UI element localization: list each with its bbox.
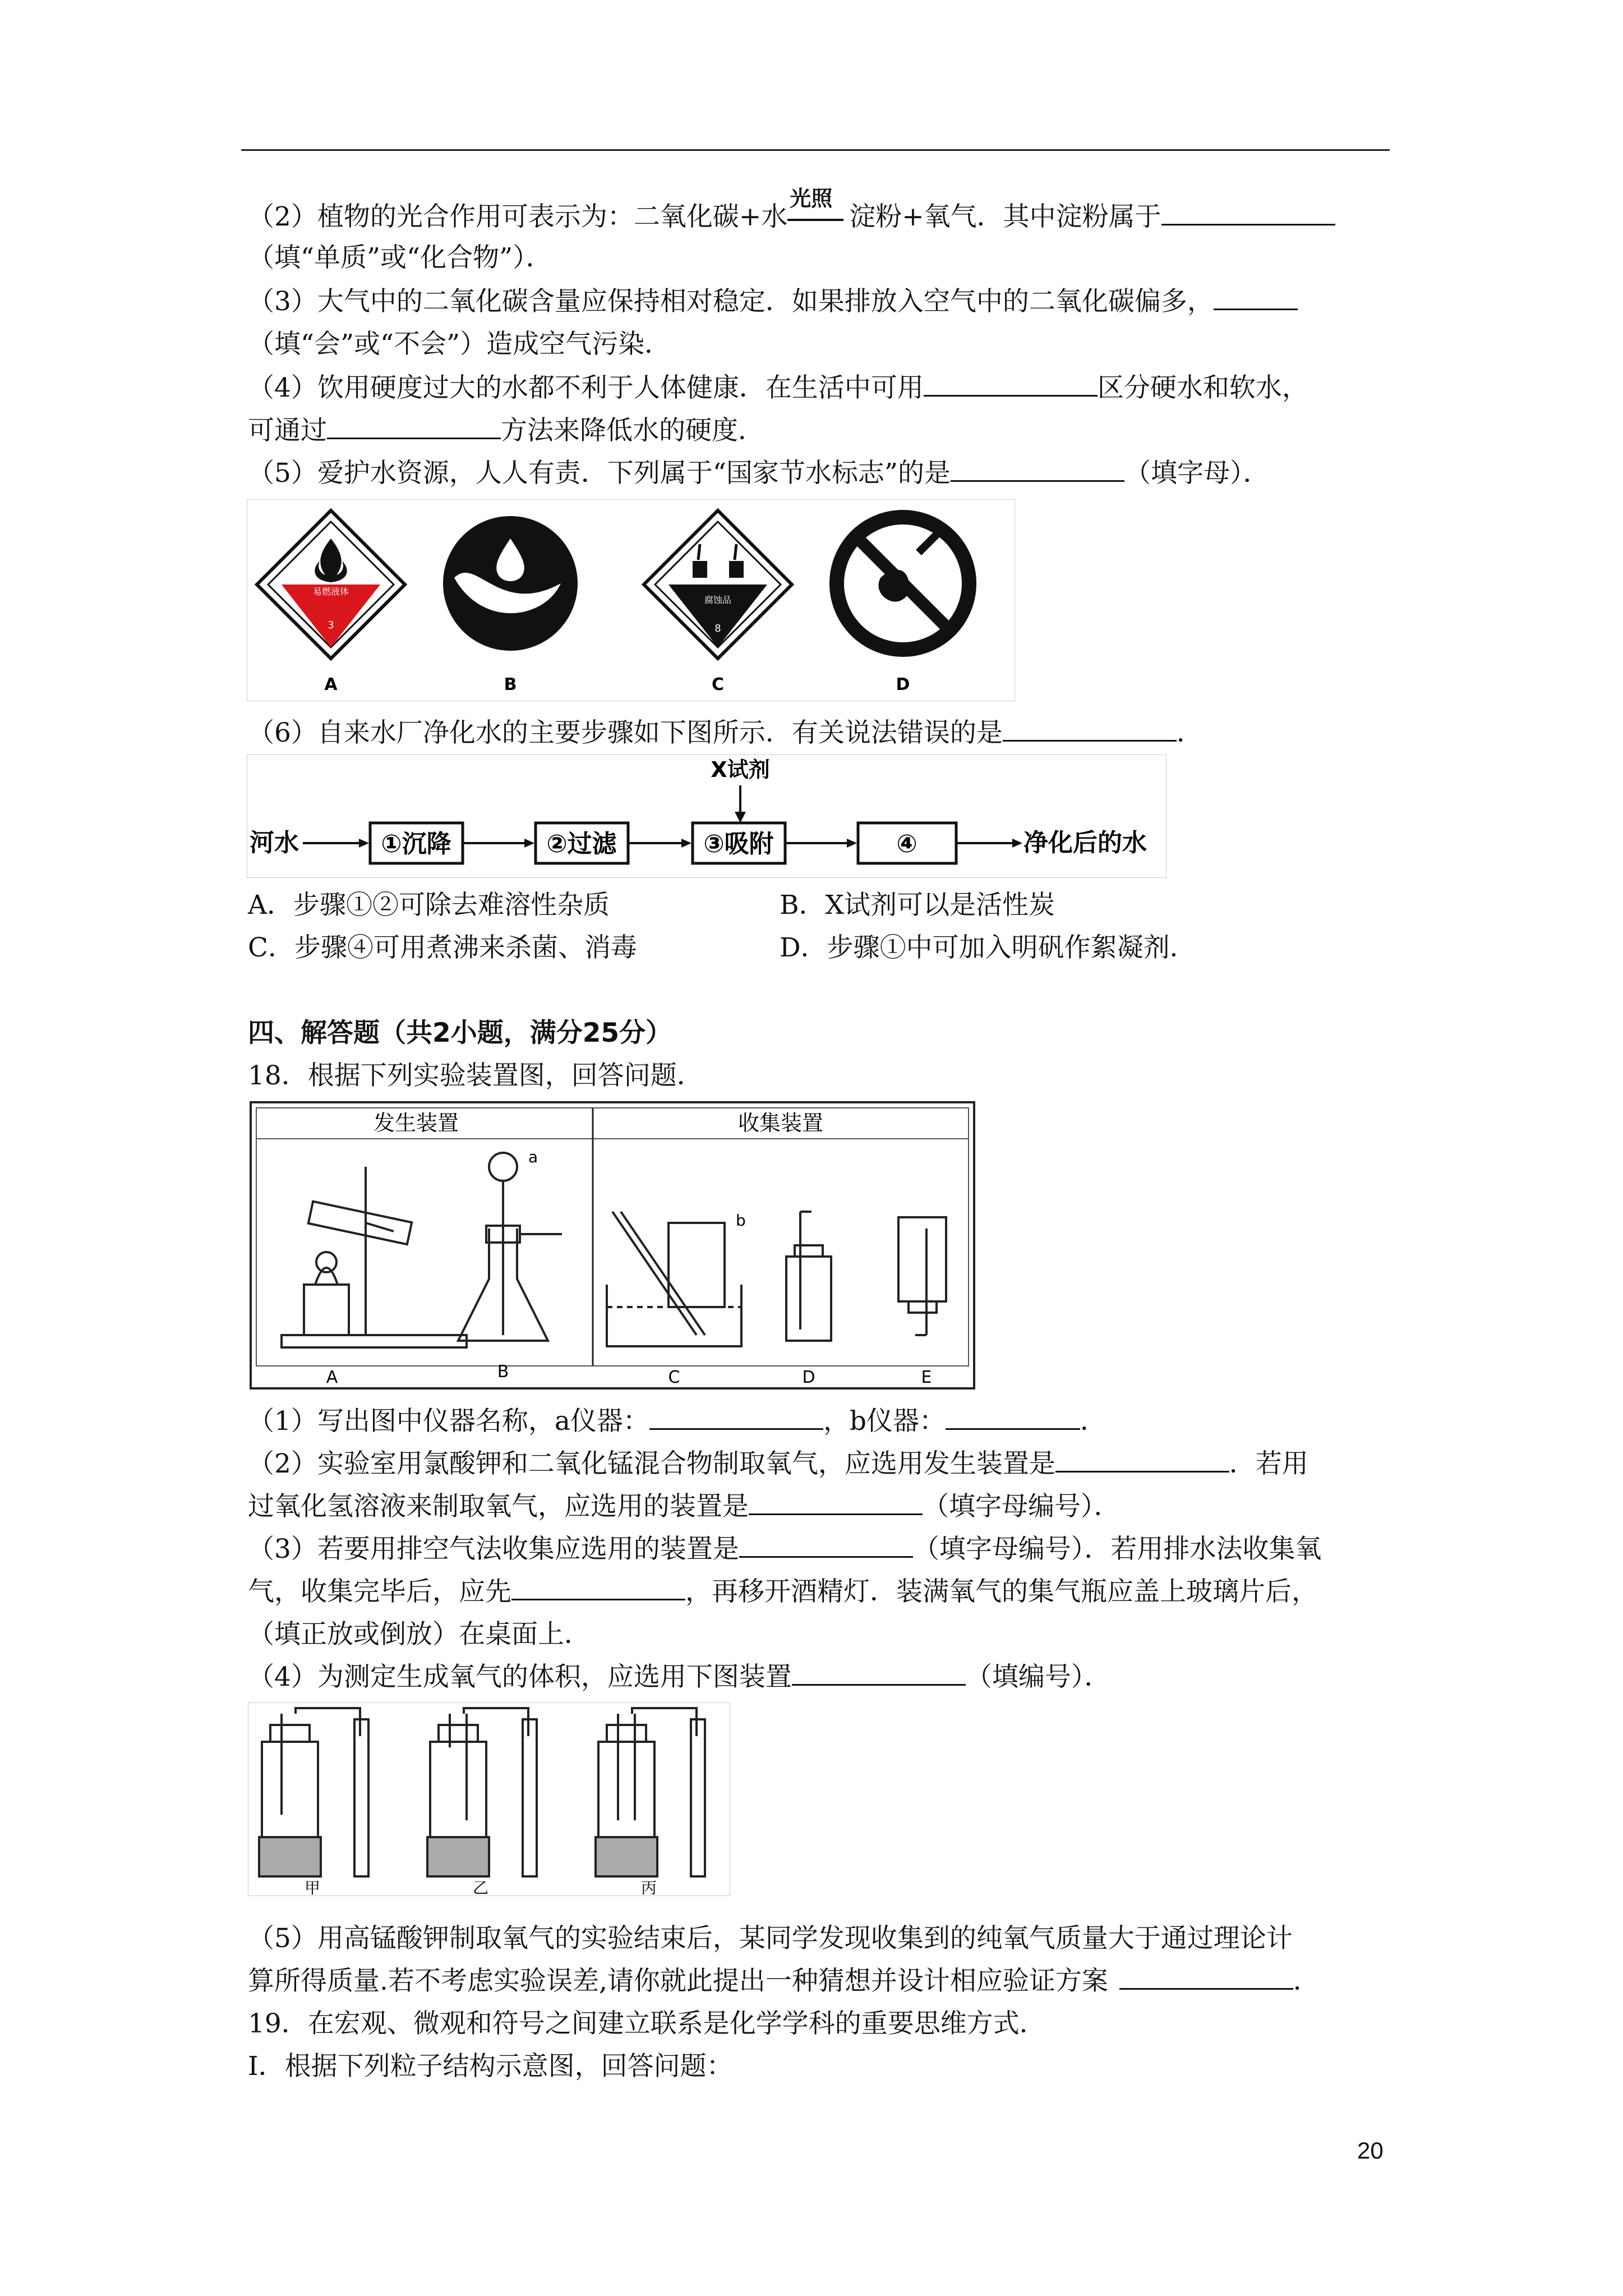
label-yi: 乙: [472, 1879, 489, 1896]
text: ．: [1176, 717, 1203, 748]
text: （3）若要用排空气法收集应选用的装置是: [248, 1534, 739, 1565]
answer-blank[interactable]: [1214, 284, 1298, 310]
q17-option-c: [248, 930, 637, 966]
q18-part2-line2: [248, 1489, 1121, 1525]
sign-c-text: 腐蚀品: [704, 595, 732, 605]
answer-blank[interactable]: [946, 1404, 1080, 1430]
text: （3）大气中的二氧化碳含量应保持相对稳定．如果排放入空气中的二氧化碳偏多，: [248, 286, 1214, 317]
answer-blank[interactable]: [924, 370, 1098, 397]
flow-end: 净化后的水: [1023, 829, 1147, 857]
answer-blank[interactable]: [511, 1574, 685, 1600]
answer-blank[interactable]: [749, 1489, 923, 1515]
sign-label-b: B: [504, 675, 517, 694]
text: 算所得质量.若不考虑实验误差,请你就此提出一种猜想并设计相应验证方案: [248, 1966, 1108, 1996]
flow-reagent: X试剂: [711, 757, 770, 782]
text: 过氧化氢溶液来制取氧气，应选用的装置是: [248, 1491, 749, 1522]
label-mark-a: a: [528, 1148, 538, 1166]
answer-blank[interactable]: [1161, 199, 1335, 226]
answer-blank[interactable]: [792, 1659, 966, 1686]
purification-flow-diagram: [247, 754, 1166, 878]
sign-label-c: C: [711, 675, 725, 694]
text: ．: [1080, 1406, 1107, 1437]
reaction-arrow: [787, 186, 849, 226]
flow-step-1: ①沉降: [381, 830, 451, 858]
sign-a-number: 3: [328, 619, 334, 631]
answer-blank[interactable]: [1119, 1963, 1293, 1990]
text: （填字母编号）．若用排水法收集氧: [912, 1534, 1322, 1565]
text: B．X试剂可以是活性炭: [780, 890, 1055, 921]
label-jia: 甲: [304, 1879, 321, 1896]
text: （2）植物的光合作用可表示为：二氧化碳+水: [248, 201, 788, 232]
sign-label-d: D: [896, 675, 910, 694]
q18-part3-line2: [248, 1574, 1318, 1610]
sign-label-a: A: [324, 675, 338, 694]
text: ，再移开酒精灯．装满氧气的集气瓶应盖上玻璃片后，: [685, 1576, 1318, 1607]
text: （填“会”或“不会”）造成空气污染．: [248, 329, 671, 360]
gas-volume-figure: [248, 1703, 730, 1896]
text: （填“单质”或“化合物”）．: [248, 242, 552, 273]
text: A．步骤①②可除去难溶性杂质: [248, 890, 610, 921]
answer-blank[interactable]: [649, 1404, 823, 1430]
label-a: A: [326, 1368, 338, 1387]
sign-c-number: 8: [714, 623, 721, 634]
q17-part3-line1: [248, 284, 1298, 320]
q17-part2-line1: [248, 186, 1335, 235]
q18-part5-line1: [248, 1921, 1293, 1957]
flow-step-3: ③吸附: [703, 830, 774, 858]
text: （填正放或倒放）在桌面上．: [248, 1619, 591, 1650]
text: D．步骤①中可加入明矾作絮凝剂．: [780, 932, 1196, 963]
q18-intro: 18．根据下列实验装置图，回答问题．: [248, 1060, 703, 1091]
q18-part3-line1: [248, 1531, 1321, 1567]
label-c: C: [668, 1368, 680, 1387]
text: （4）饮用硬度过大的水都不利于人体健康．在生活中可用: [248, 372, 924, 403]
text: 淀粉+氧气．其中淀粉属于: [849, 201, 1161, 232]
q19-intro: 19．在宏观、微观和符号之间建立联系是化学学科的重要思维方式．: [248, 2008, 1046, 2039]
answer-blank[interactable]: [739, 1531, 913, 1558]
sign-d-no-smoking-icon: [837, 517, 969, 650]
label-bing: 丙: [640, 1879, 657, 1896]
q18-part1: [248, 1404, 1106, 1439]
text: （2）实验室用氯酸钾和二氧化锰混合物制取氧气，应选用发生装置是: [248, 1448, 1055, 1479]
text: （1）写出图中仪器名称，a仪器：: [248, 1406, 649, 1437]
reaction-condition: 光照: [790, 186, 833, 211]
flow-step-4: ④: [896, 830, 917, 858]
water-signs-figure: [247, 499, 1015, 701]
text: （填编号）．: [965, 1662, 1111, 1692]
q17-part5-line: [248, 455, 1269, 491]
q18-part4: [248, 1659, 1110, 1695]
q18-part5-line2: [248, 1963, 1320, 1999]
text: （5）爱护水资源，人人有责．下列属于“国家节水标志”的是: [248, 458, 951, 489]
text: （5）用高锰酸钾制取氧气的实验结束后，某同学发现收集到的纯氧气质量大于通过理论计: [248, 1923, 1293, 1954]
q17-part3-line2: [248, 326, 671, 362]
text: （填字母编号）．: [923, 1491, 1121, 1522]
flow-start: 河水: [250, 829, 299, 857]
label-b: B: [497, 1362, 509, 1382]
q17-part4-line2: [248, 413, 764, 449]
answer-blank[interactable]: [327, 413, 501, 439]
text: ．: [1293, 1966, 1320, 1996]
q17-option-d: [780, 930, 1196, 966]
q17-part4-line1: [248, 370, 1308, 406]
text: 方法来降低水的硬度．: [501, 415, 764, 446]
text: ，b仪器：: [823, 1406, 946, 1437]
sign-b-water-saving-icon: [443, 516, 578, 651]
q17-option-a: [248, 887, 610, 923]
generation-title: 发生装置: [373, 1111, 459, 1135]
answer-blank[interactable]: [1055, 1446, 1229, 1473]
text: （4）为测定生成氧气的体积，应选用下图装置: [248, 1662, 792, 1692]
flow-step-2: ②过滤: [546, 830, 617, 858]
lab-apparatus-figure: [248, 1099, 977, 1391]
text: 可通过: [248, 415, 327, 446]
answer-blank[interactable]: [951, 455, 1124, 482]
label-d: D: [802, 1368, 815, 1387]
label-e: E: [921, 1368, 932, 1387]
text: C．步骤④可用煮沸来杀菌、消毒: [248, 932, 637, 963]
text: 区分硬水和软水，: [1097, 372, 1308, 403]
label-mark-b: b: [736, 1211, 746, 1230]
q17-option-b: [780, 887, 1055, 923]
answer-blank[interactable]: [1003, 715, 1177, 742]
collection-title: 收集装置: [737, 1111, 824, 1135]
q17-part6-line: [248, 715, 1203, 751]
section-4-title: 四、解答题（共2小题，满分25分）: [248, 1018, 672, 1048]
text: （6）自来水厂净化水的主要步骤如下图所示．有关说法错误的是: [248, 717, 1003, 748]
header-rule: [241, 149, 1390, 151]
text: （填字母）．: [1124, 458, 1270, 489]
q19-part1: Ⅰ．根据下列粒子结构示意图，回答问题：: [248, 2051, 733, 2082]
q17-part2-line2: [248, 240, 552, 276]
sign-a-text: 易燃液体: [312, 586, 349, 597]
page-number: 20: [1357, 2137, 1384, 2164]
q18-part3-line3: [248, 1617, 591, 1653]
text: ．若用: [1229, 1448, 1308, 1479]
q18-part2-line1: [248, 1446, 1308, 1482]
text: 气，收集完毕后，应先: [248, 1576, 511, 1607]
